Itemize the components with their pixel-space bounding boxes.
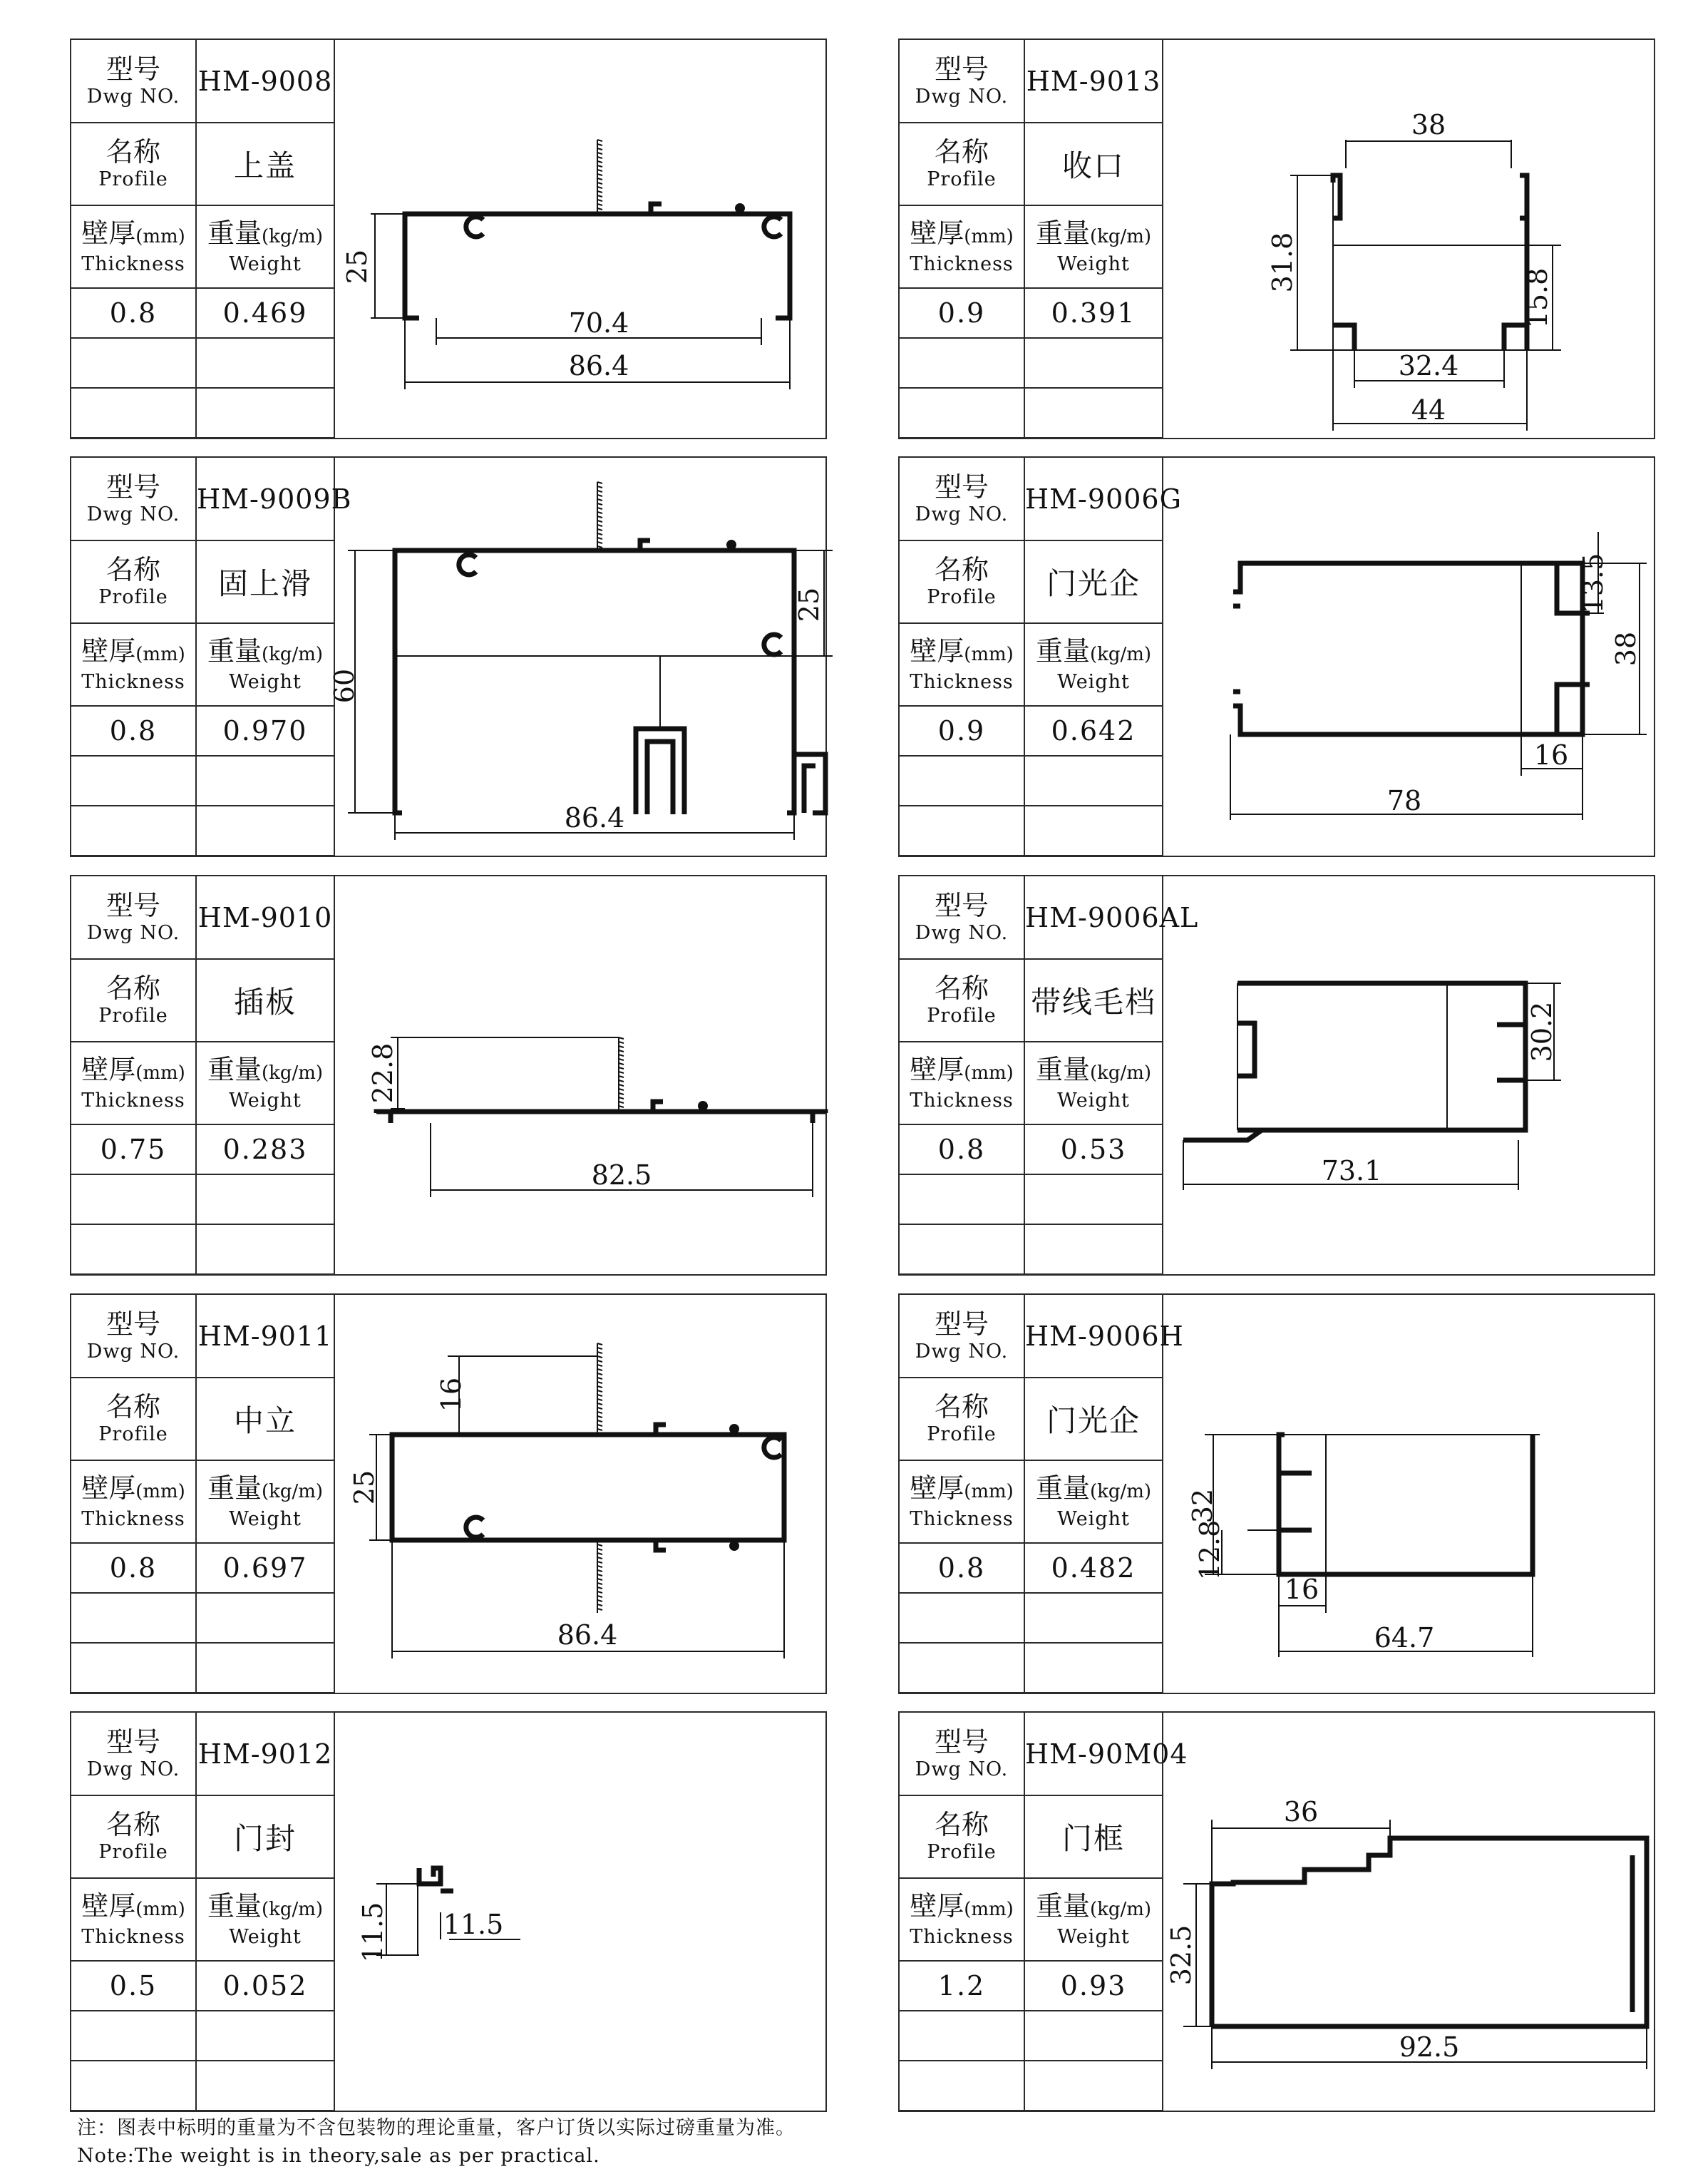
spec-table [900, 876, 1199, 1275]
profile-drawing [334, 876, 825, 1274]
dwg-label: 型号 Dwg NO. [900, 876, 1024, 959]
profile-drawing [1162, 1713, 1654, 2111]
profile-name: 门框 [1024, 1795, 1163, 1878]
dwg-label: 型号 Dwg NO. [71, 1295, 196, 1378]
thickness-value: 0.9 [900, 288, 1024, 338]
weight-label: 重量(kg/m) Weight [1024, 1878, 1163, 1961]
dimension-label: 86.4 [568, 350, 629, 381]
empty-cell [196, 756, 334, 806]
thickness-value: 0.75 [71, 1124, 196, 1174]
dwg-code: HM-9008 [196, 40, 334, 123]
profile-card-hm-9006h [898, 1293, 1655, 1694]
profile-section-drawing [1162, 1713, 1654, 2111]
thickness-value: 0.8 [900, 1543, 1024, 1593]
profile-name: 门封 [196, 1795, 334, 1878]
thickness-value: 0.9 [900, 706, 1024, 756]
dwg-code: HM-9012 [196, 1713, 334, 1795]
dimension-label: 11.5 [357, 1902, 388, 1963]
profile-section-drawing [329, 458, 825, 856]
empty-cell [1024, 1224, 1163, 1274]
empty-cell [900, 2011, 1024, 2061]
dimension-label: 30.2 [1526, 1001, 1558, 1062]
dimension-label: 22.8 [367, 1042, 398, 1104]
thickness-label: 壁厚(mm) Thickness [71, 623, 196, 706]
weight-value: 0.052 [196, 1961, 334, 2011]
dwg-label: 型号 Dwg NO. [71, 40, 196, 123]
profile-label: 名称 Profile [900, 1378, 1024, 1460]
dimension-label: 32.4 [1398, 350, 1459, 381]
thickness-label: 壁厚(mm) Thickness [71, 1878, 196, 1961]
dimension-label: 16 [1533, 739, 1569, 771]
weight-label: 重量(kg/m) Weight [1024, 1460, 1163, 1543]
empty-cell [900, 1593, 1024, 1643]
spec-table [71, 876, 335, 1275]
empty-cell [1024, 338, 1163, 388]
dimension-label: 12.8 [1194, 1519, 1225, 1581]
thickness-value: 0.8 [71, 288, 196, 338]
footnote-en: Note:The weight is in theory,sale as per practical. [77, 2145, 600, 2167]
thickness-label: 壁厚(mm) Thickness [900, 623, 1024, 706]
profile-section-drawing [1162, 40, 1654, 438]
empty-cell [1024, 806, 1163, 856]
dwg-label: 型号 Dwg NO. [900, 1713, 1024, 1795]
empty-cell [900, 338, 1024, 388]
empty-cell [196, 388, 334, 438]
weight-label: 重量(kg/m) Weight [196, 1460, 334, 1543]
thickness-value: 0.5 [71, 1961, 196, 2011]
thickness-value: 0.8 [900, 1124, 1024, 1174]
dimension-label: 11.5 [443, 1909, 504, 1940]
weight-value: 0.970 [196, 706, 334, 756]
dimension-label: 60 [329, 668, 360, 704]
dimension-label: 25 [349, 1470, 380, 1505]
dwg-code: HM-90M04 [1024, 1713, 1163, 1795]
profile-name: 上盖 [196, 123, 334, 205]
thickness-label: 壁厚(mm) Thickness [71, 1460, 196, 1543]
weight-value: 0.482 [1024, 1543, 1163, 1593]
dimension-label: 31.8 [1267, 232, 1298, 293]
profile-drawing [1162, 876, 1654, 1274]
dimension-label: 38 [1411, 109, 1446, 140]
profile-drawing [334, 40, 825, 438]
profile-label: 名称 Profile [900, 959, 1024, 1042]
dwg-code: HM-9010 [196, 876, 334, 959]
empty-cell [1024, 1174, 1163, 1224]
empty-cell [71, 806, 196, 856]
profile-section-drawing [334, 876, 825, 1274]
profile-drawing [1162, 40, 1654, 438]
dimension-label: 32 [1187, 1488, 1218, 1524]
profile-name: 收口 [1024, 123, 1163, 205]
weight-value: 0.391 [1024, 288, 1163, 338]
dwg-label: 型号 Dwg NO. [71, 1713, 196, 1795]
empty-cell [196, 2061, 334, 2111]
empty-cell [71, 756, 196, 806]
profile-section-drawing [1162, 458, 1654, 856]
profile-section-drawing [334, 1295, 825, 1693]
dwg-code: HM-9006AL [1024, 876, 1163, 959]
thickness-value: 0.8 [71, 706, 196, 756]
weight-label: 重量(kg/m) Weight [1024, 623, 1163, 706]
profile-card-hm-9010 [70, 875, 827, 1276]
thickness-label: 壁厚(mm) Thickness [900, 1878, 1024, 1961]
weight-label: 重量(kg/m) Weight [196, 1042, 334, 1124]
thickness-label: 壁厚(mm) Thickness [71, 1042, 196, 1124]
weight-label: 重量(kg/m) Weight [196, 1878, 334, 1961]
dimension-label: 82.5 [591, 1159, 652, 1191]
empty-cell [196, 2011, 334, 2061]
profile-name: 带线毛档 [1024, 959, 1163, 1042]
weight-label: 重量(kg/m) Weight [196, 623, 334, 706]
dimension-label: 32.5 [1165, 1924, 1197, 1986]
dwg-code: HM-9009B [196, 458, 334, 540]
empty-cell [196, 1174, 334, 1224]
profile-drawing [329, 458, 825, 856]
dimension-label: 13.5 [1578, 553, 1609, 614]
profile-section-drawing [334, 40, 825, 438]
profile-drawing [334, 1713, 825, 2111]
profile-name: 中立 [196, 1378, 334, 1460]
empty-cell [1024, 1643, 1163, 1693]
thickness-label: 壁厚(mm) Thickness [900, 1042, 1024, 1124]
dwg-code: HM-9011 [196, 1295, 334, 1378]
empty-cell [900, 806, 1024, 856]
profile-card-hm-9008 [70, 39, 827, 439]
empty-cell [71, 388, 196, 438]
profile-card-hm-9006al [898, 875, 1655, 1276]
dimension-label: 44 [1411, 394, 1446, 426]
empty-cell [900, 2061, 1024, 2111]
dimension-label: 73.1 [1321, 1155, 1382, 1186]
spec-table [900, 40, 1163, 439]
dimension-label: 70.4 [568, 307, 629, 339]
empty-cell [900, 1224, 1024, 1274]
empty-cell [71, 1593, 196, 1643]
profile-card-hm-9009b [70, 456, 827, 857]
weight-value: 0.93 [1024, 1961, 1163, 2011]
profile-label: 名称 Profile [71, 959, 196, 1042]
dwg-label: 型号 Dwg NO. [71, 458, 196, 540]
thickness-value: 0.8 [71, 1543, 196, 1593]
weight-value: 0.469 [196, 288, 334, 338]
profile-label: 名称 Profile [900, 1795, 1024, 1878]
profile-card-hm-90m04 [898, 1711, 1655, 2112]
weight-value: 0.642 [1024, 706, 1163, 756]
profile-drawing [1162, 458, 1654, 856]
dimension-label: 36 [1283, 1796, 1319, 1827]
thickness-label: 壁厚(mm) Thickness [900, 205, 1024, 288]
spec-table [71, 40, 335, 439]
empty-cell [71, 2011, 196, 2061]
thickness-label: 壁厚(mm) Thickness [900, 1460, 1024, 1543]
empty-cell [71, 338, 196, 388]
empty-cell [71, 2061, 196, 2111]
empty-cell [71, 1643, 196, 1693]
profile-name: 固上滑 [196, 540, 334, 623]
profile-name: 插板 [196, 959, 334, 1042]
dimension-label: 16 [436, 1377, 467, 1413]
profile-label: 名称 Profile [71, 540, 196, 623]
empty-cell [900, 1643, 1024, 1693]
profile-card-hm-9013 [898, 39, 1655, 439]
profile-name: 门光企 [1024, 540, 1163, 623]
footnote-zh: 注：图表中标明的重量为不含包装物的理论重量，客户订货以实际过磅重量为准。 [77, 2117, 796, 2139]
profile-label: 名称 Profile [71, 123, 196, 205]
dwg-label: 型号 Dwg NO. [900, 40, 1024, 123]
weight-label: 重量(kg/m) Weight [1024, 1042, 1163, 1124]
thickness-label: 壁厚(mm) Thickness [71, 205, 196, 288]
weight-label: 重量(kg/m) Weight [1024, 205, 1163, 288]
profile-card-hm-9006g [898, 456, 1655, 857]
empty-cell [196, 1643, 334, 1693]
profile-section-drawing [334, 1713, 825, 2111]
dwg-label: 型号 Dwg NO. [900, 1295, 1024, 1378]
empty-cell [196, 1224, 334, 1274]
weight-value: 0.697 [196, 1543, 334, 1593]
profile-label: 名称 Profile [900, 123, 1024, 205]
empty-cell [196, 338, 334, 388]
empty-cell [1024, 2061, 1163, 2111]
dwg-label: 型号 Dwg NO. [900, 458, 1024, 540]
empty-cell [900, 1174, 1024, 1224]
weight-value: 0.53 [1024, 1124, 1163, 1174]
dimension-label: 92.5 [1399, 2031, 1460, 2063]
dimension-label: 86.4 [564, 802, 625, 834]
dwg-code: HM-9013 [1024, 40, 1163, 123]
spec-table [71, 1295, 335, 1693]
profile-drawing [1162, 1295, 1654, 1693]
dimension-label: 38 [1610, 631, 1642, 667]
empty-cell [1024, 2011, 1163, 2061]
empty-cell [196, 1593, 334, 1643]
dimension-label: 16 [1284, 1574, 1319, 1605]
empty-cell [1024, 388, 1163, 438]
profile-card-hm-9012 [70, 1711, 827, 2112]
dimension-label: 78 [1386, 785, 1422, 816]
thickness-value: 1.2 [900, 1961, 1024, 2011]
dwg-label: 型号 Dwg NO. [71, 876, 196, 959]
profile-section-drawing [1162, 1295, 1654, 1693]
empty-cell [1024, 1593, 1163, 1643]
spec-table [71, 1713, 335, 2111]
empty-cell [900, 756, 1024, 806]
empty-cell [900, 388, 1024, 438]
dwg-code: HM-9006H [1024, 1295, 1163, 1378]
spec-table [900, 1295, 1184, 1693]
profile-name: 门光企 [1024, 1378, 1163, 1460]
empty-cell [1024, 756, 1163, 806]
dimension-label: 64.7 [1374, 1622, 1435, 1654]
profile-card-hm-9011 [70, 1293, 827, 1694]
weight-value: 0.283 [196, 1124, 334, 1174]
weight-label: 重量(kg/m) Weight [196, 205, 334, 288]
profile-drawing [334, 1295, 825, 1693]
profile-label: 名称 Profile [71, 1378, 196, 1460]
profile-section-drawing [1162, 876, 1654, 1274]
dwg-code: HM-9006G [1024, 458, 1163, 540]
dimension-label: 25 [341, 249, 373, 284]
dimension-label: 15.8 [1522, 267, 1553, 329]
empty-cell [71, 1174, 196, 1224]
empty-cell [71, 1224, 196, 1274]
profile-label: 名称 Profile [900, 540, 1024, 623]
dimension-label: 86.4 [557, 1619, 618, 1651]
profile-label: 名称 Profile [71, 1795, 196, 1878]
dimension-label: 25 [793, 587, 825, 622]
empty-cell [196, 806, 334, 856]
spec-table [900, 458, 1182, 856]
